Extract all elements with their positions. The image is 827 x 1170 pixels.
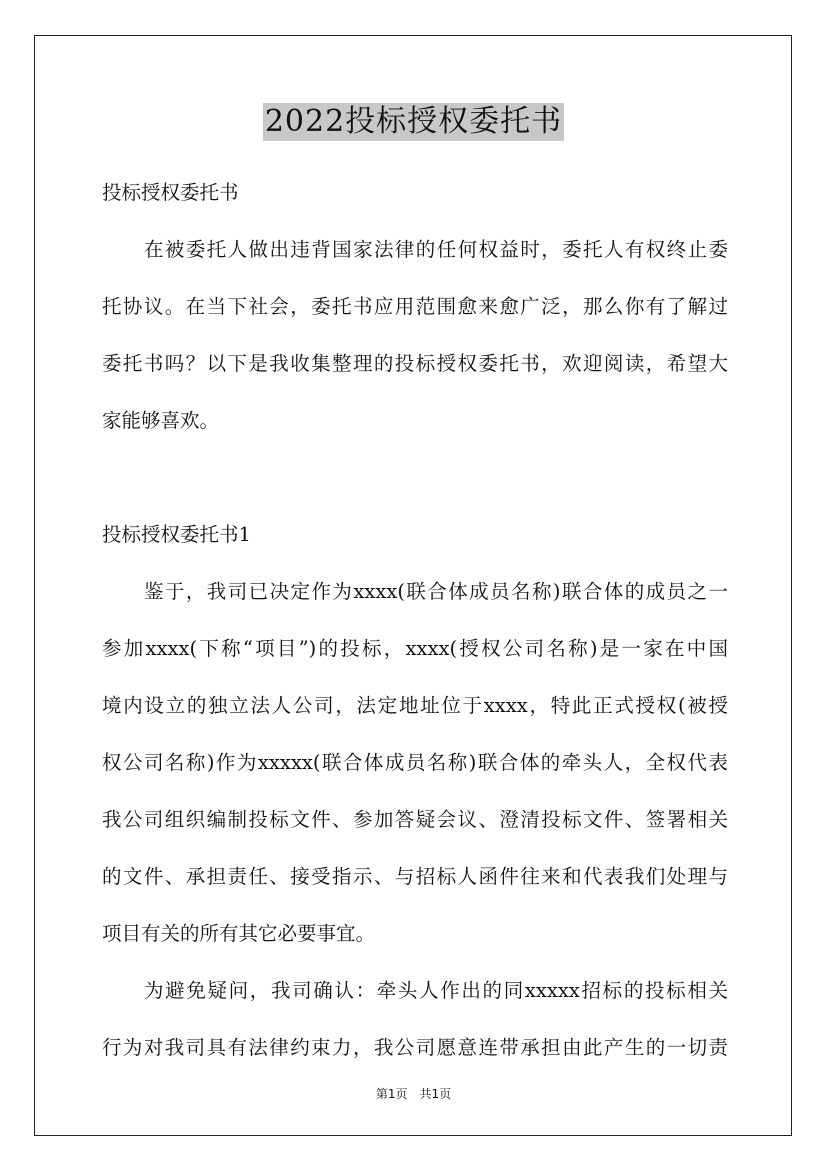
para1-line: 我公司组织编制投标文件、参加答疑会议、澄清投标文件、签署相关 (102, 808, 728, 831)
para1-line: 权公司名称)作为xxxxx(联合体成员名称)联合体的牵头人，全权代表 (102, 751, 728, 774)
document-title: 2022投标授权委托书 (264, 104, 563, 139)
section-heading: 投标授权委托书 (102, 181, 239, 204)
para1-line: 境内设立的独立法人公司，法定地址位于xxxx，特此正式授权(被授 (102, 694, 728, 717)
title-container (0, 103, 827, 141)
page-total: 共1页 (419, 1087, 452, 1101)
page-footer (0, 1085, 827, 1102)
para1-line: 鉴于，我司已决定作为xxxx(联合体成员名称)联合体的成员之一 (144, 580, 728, 603)
intro-line: 委托书吗？以下是我收集整理的投标授权委托书，欢迎阅读，希望大 (102, 352, 728, 375)
intro-line: 托协议。在当下社会，委托书应用范围愈来愈广泛，那么你有了解过 (102, 295, 728, 318)
document-body (102, 173, 728, 1085)
intro-line: 在被委托人做出违背国家法律的任何权益时，委托人有权终止委 (144, 238, 728, 261)
intro-line: 家能够喜欢。 (102, 409, 220, 432)
blank-line (102, 458, 728, 515)
para2-line: 行为对我司具有法律约束力，我公司愿意连带承担由此产生的一切责 (102, 1036, 728, 1059)
para1-line: 参加xxxx(下称“项目”)的投标，xxxx(授权公司名称)是一家在中国 (102, 637, 728, 660)
page-number: 第1页 (375, 1087, 408, 1101)
para1-line: 的文件、承担责任、接受指示、与招标人函件往来和代表我们处理与 (102, 865, 728, 888)
para1-line: 项目有关的所有其它必要事宜。 (102, 922, 376, 945)
section1-heading: 投标授权委托书1 (102, 523, 251, 546)
para2-line: 为避免疑问，我司确认：牵头人作出的同xxxxx招标的投标相关 (144, 979, 728, 1002)
